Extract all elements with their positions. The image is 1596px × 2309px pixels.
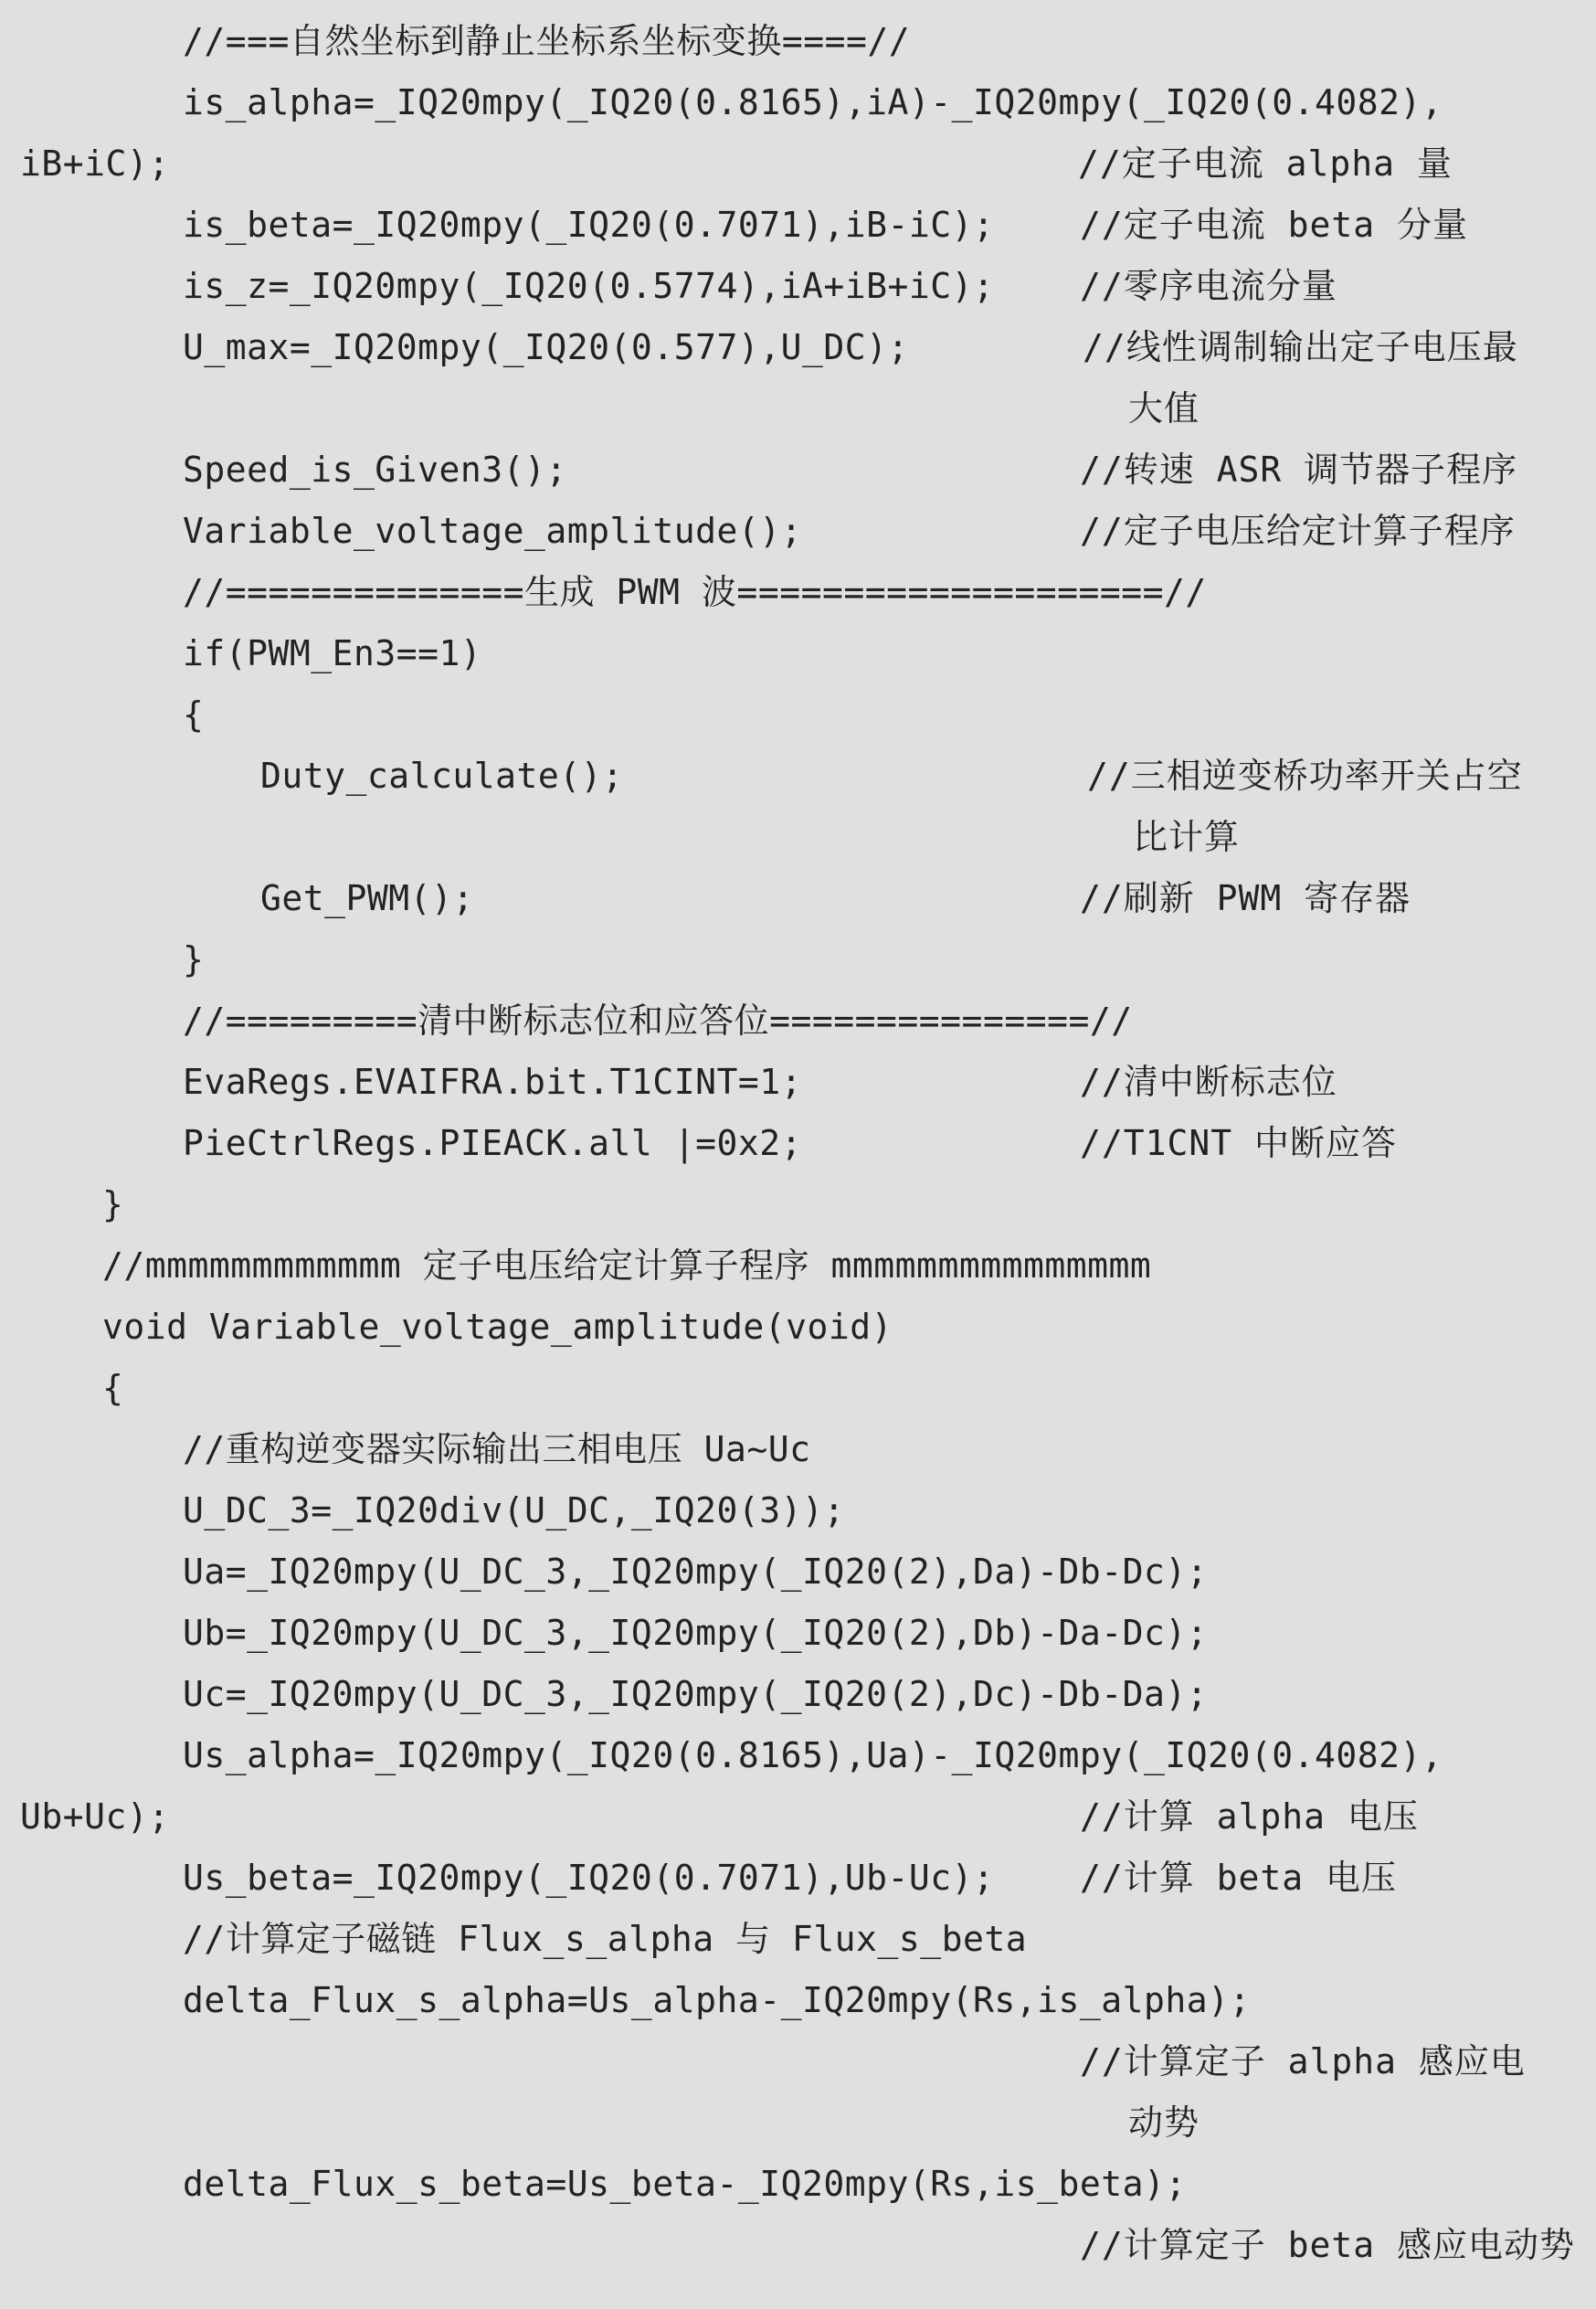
code-text: Us_beta=_IQ20mpy(_IQ20(0.7071),Ub-Uc); [183,1858,995,1898]
code-comment: //计算 alpha 电压 [1080,1796,1419,1837]
code-text: Variable_voltage_amplitude(); [183,511,802,551]
code-comment: //线性调制输出定子电压最 [1083,327,1518,367]
code-text: { [102,1368,124,1408]
code-line [0,562,1596,623]
code-comment: //计算 beta 电压 [1080,1858,1398,1898]
code-line [0,1909,1596,1970]
code-text: if(PWM_En3==1) [183,633,482,673]
code-line [0,1848,1596,1909]
code-line [0,1664,1596,1725]
code-text: Get_PWM(); [260,878,474,918]
code-text: //=========清中断标志位和应答位===============// [183,1001,1133,1041]
code-text: delta_Flux_s_beta=Us_beta-_IQ20mpy(Rs,is_beta); [183,2164,1187,2204]
code-line [0,2154,1596,2215]
code-text: Ua=_IQ20mpy(U_DC_3,_IQ20mpy(_IQ20(2),Da)-Db-Dc); [183,1552,1209,1592]
code-text: //==============生成 PWM 波====================// [183,572,1207,612]
code-text: { [183,694,205,735]
code-text: is_alpha=_IQ20mpy(_IQ20(0.8165),iA)-_IQ20mpy(_IQ20(0.4082), [183,82,1443,122]
code-line [0,2215,1596,2276]
code-line [0,1786,1596,1848]
code-line [0,317,1596,378]
code-line [0,1419,1596,1480]
code-text: Uc=_IQ20mpy(U_DC_3,_IQ20mpy(_IQ20(2),Dc)-Db-Da); [183,1674,1209,1714]
code-line [0,440,1596,501]
code-line [0,256,1596,317]
code-comment: 动势 [1128,2102,1200,2143]
code-text: void Variable_voltage_amplitude(void) [102,1307,893,1347]
code-line [0,1113,1596,1174]
code-line [0,378,1596,440]
code-text: Ub=_IQ20mpy(U_DC_3,_IQ20mpy(_IQ20(2),Db)-Da-Dc); [183,1613,1209,1653]
code-line [0,1052,1596,1113]
code-comment: //零序电流分量 [1080,266,1337,306]
code-line [0,501,1596,562]
code-line [0,684,1596,746]
code-line [0,1297,1596,1358]
code-line [0,868,1596,929]
code-comment: //计算定子 alpha 感应电 [1080,2041,1526,2081]
code-text: Speed_is_Given3(); [183,450,567,490]
code-line [0,72,1596,133]
code-line [0,746,1596,807]
code-line [0,1235,1596,1297]
code-comment: //转速 ASR 调节器子程序 [1080,450,1518,490]
code-line [0,2092,1596,2154]
code-text: //mmmmmmmmmmmm 定子电压给定计算子程序 mmmmmmmmmmmmmmm [102,1245,1152,1286]
code-comment: //定子电流 beta 分量 [1080,205,1469,245]
code-text: U_max=_IQ20mpy(_IQ20(0.577),U_DC); [183,327,909,367]
code-text: //重构逆变器实际输出三相电压 Ua~Uc [183,1429,811,1469]
code-comment: //定子电压给定计算子程序 [1080,511,1516,551]
code-comment: //三相逆变桥功率开关占空 [1087,756,1523,796]
code-text: PieCtrlRegs.PIEACK.all |=0x2; [183,1123,802,1163]
code-line [0,807,1596,868]
code-text: Us_alpha=_IQ20mpy(_IQ20(0.8165),Ua)-_IQ20mpy(_IQ20(0.4082), [183,1735,1443,1775]
code-line [0,1480,1596,1541]
code-comment: //清中断标志位 [1080,1062,1337,1102]
code-line [0,1358,1596,1419]
code-text: U_DC_3=_IQ20div(U_DC,_IQ20(3)); [183,1490,845,1531]
code-text: iB+iC); [20,143,170,184]
code-text: //计算定子磁链 Flux_s_alpha 与 Flux_s_beta [183,1919,1028,1959]
code-line [0,195,1596,256]
code-text: Ub+Uc); [20,1796,170,1837]
code-comment: 大值 [1128,388,1200,429]
code-comment: //T1CNT 中断应答 [1080,1123,1398,1163]
code-text: delta_Flux_s_alpha=Us_alpha-_IQ20mpy(Rs,is_alpha); [183,1980,1251,2020]
code-text: } [183,939,205,980]
code-text: is_beta=_IQ20mpy(_IQ20(0.7071),iB-iC); [183,205,995,245]
code-text: } [102,1184,124,1224]
code-comment: //计算定子 beta 感应电动势 [1080,2225,1576,2265]
code-line [0,1174,1596,1235]
code-line [0,11,1596,72]
code-line [0,1970,1596,2031]
code-comment: //刷新 PWM 寄存器 [1080,878,1411,918]
code-text: EvaRegs.EVAIFRA.bit.T1CINT=1; [183,1062,802,1102]
code-text: //===自然坐标到静止坐标系坐标变换====// [183,21,911,61]
code-comment: 比计算 [1133,817,1241,857]
code-line [0,1541,1596,1603]
code-line [0,990,1596,1052]
code-line [0,1725,1596,1786]
code-line [0,133,1596,195]
code-line [0,929,1596,990]
code-comment: //定子电流 alpha 量 [1078,143,1453,184]
code-line [0,1603,1596,1664]
code-line [0,623,1596,684]
code-line [0,2031,1596,2092]
code-text: Duty_calculate(); [260,756,624,796]
code-text: is_z=_IQ20mpy(_IQ20(0.5774),iA+iB+iC); [183,266,995,306]
